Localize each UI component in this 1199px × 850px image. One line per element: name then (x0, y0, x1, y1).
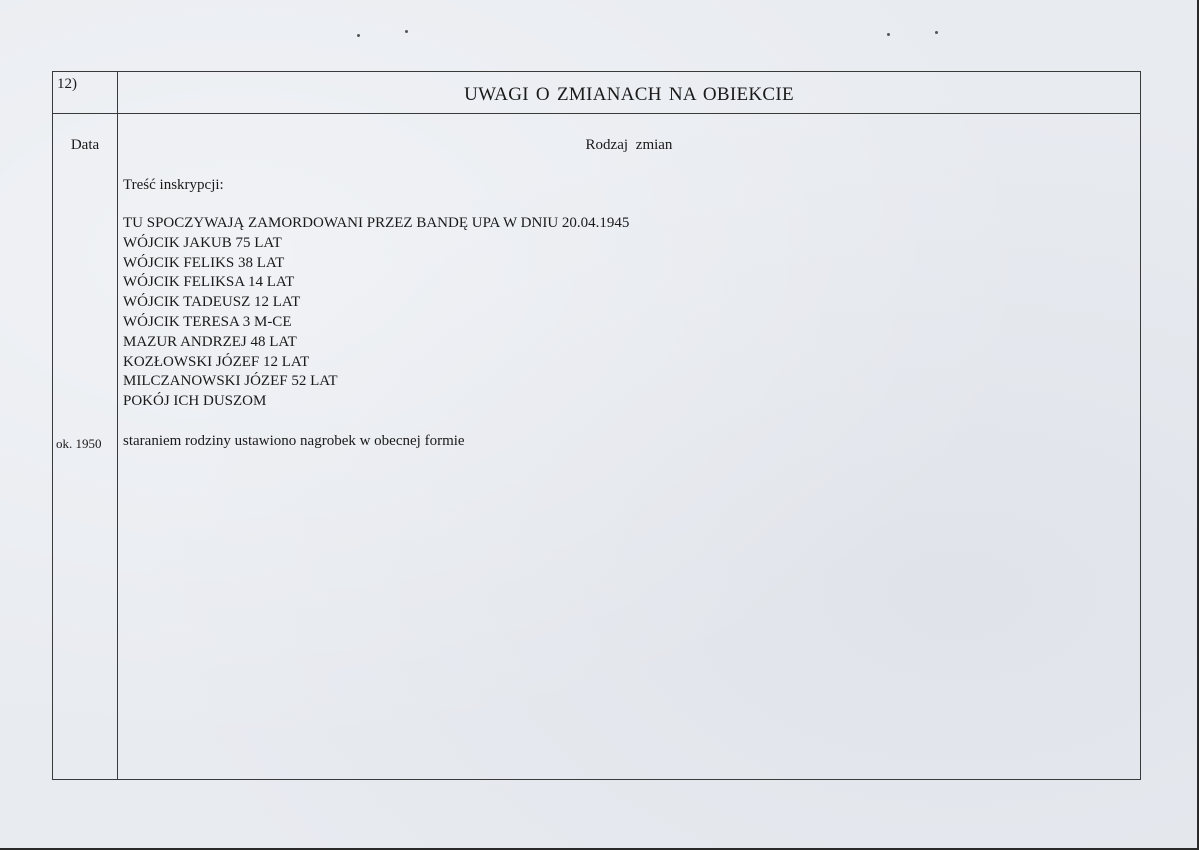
inscription-line: WÓJCIK FELIKS 38 LAT (123, 254, 285, 271)
inscription-line: WÓJCIK TERESA 3 M-CE (123, 313, 292, 330)
column-divider (117, 72, 118, 779)
inscription-line: WÓJCIK TADEUSZ 12 LAT (123, 294, 301, 311)
inscription-line: TU SPOCZYWAJĄ ZAMORDOWANI PRZEZ BANDĘ UPA W DNIU 20.04.1945 (123, 215, 630, 231)
table-title: UWAGI O ZMIANACH NA OBIEKCIE (464, 84, 794, 105)
inscription-line: MILCZANOWSKI JÓZEF 52 LAT (123, 373, 338, 390)
inscription-text (123, 214, 629, 412)
entry-date: ok. 1950 (56, 436, 102, 451)
inscription-label: Treść inskrypcji: (123, 177, 224, 193)
inscription-line: POKÓJ ICH DUSZOM (123, 393, 267, 410)
date-column-header: Data (70, 137, 100, 153)
scan-speck (405, 30, 408, 33)
entry-text: staraniem rodziny ustawiono nagrobek w obecnej formie (123, 433, 465, 449)
header-divider (53, 113, 1140, 114)
inscription-line: WÓJCIK JAKUB 75 LAT (123, 234, 282, 251)
section-number: 12) (57, 76, 77, 92)
scan-speck (357, 34, 360, 37)
inscription-line: WÓJCIK FELIKSA 14 LAT (123, 274, 295, 291)
scan-speck (935, 31, 938, 34)
inscription-line: KOZŁOWSKI JÓZEF 12 LAT (123, 353, 310, 370)
scan-speck (887, 33, 890, 36)
changes-table (52, 71, 1141, 780)
change-type-column-header: Rodzaj zmian (585, 137, 673, 153)
inscription-line: MAZUR ANDRZEJ 48 LAT (123, 333, 297, 350)
